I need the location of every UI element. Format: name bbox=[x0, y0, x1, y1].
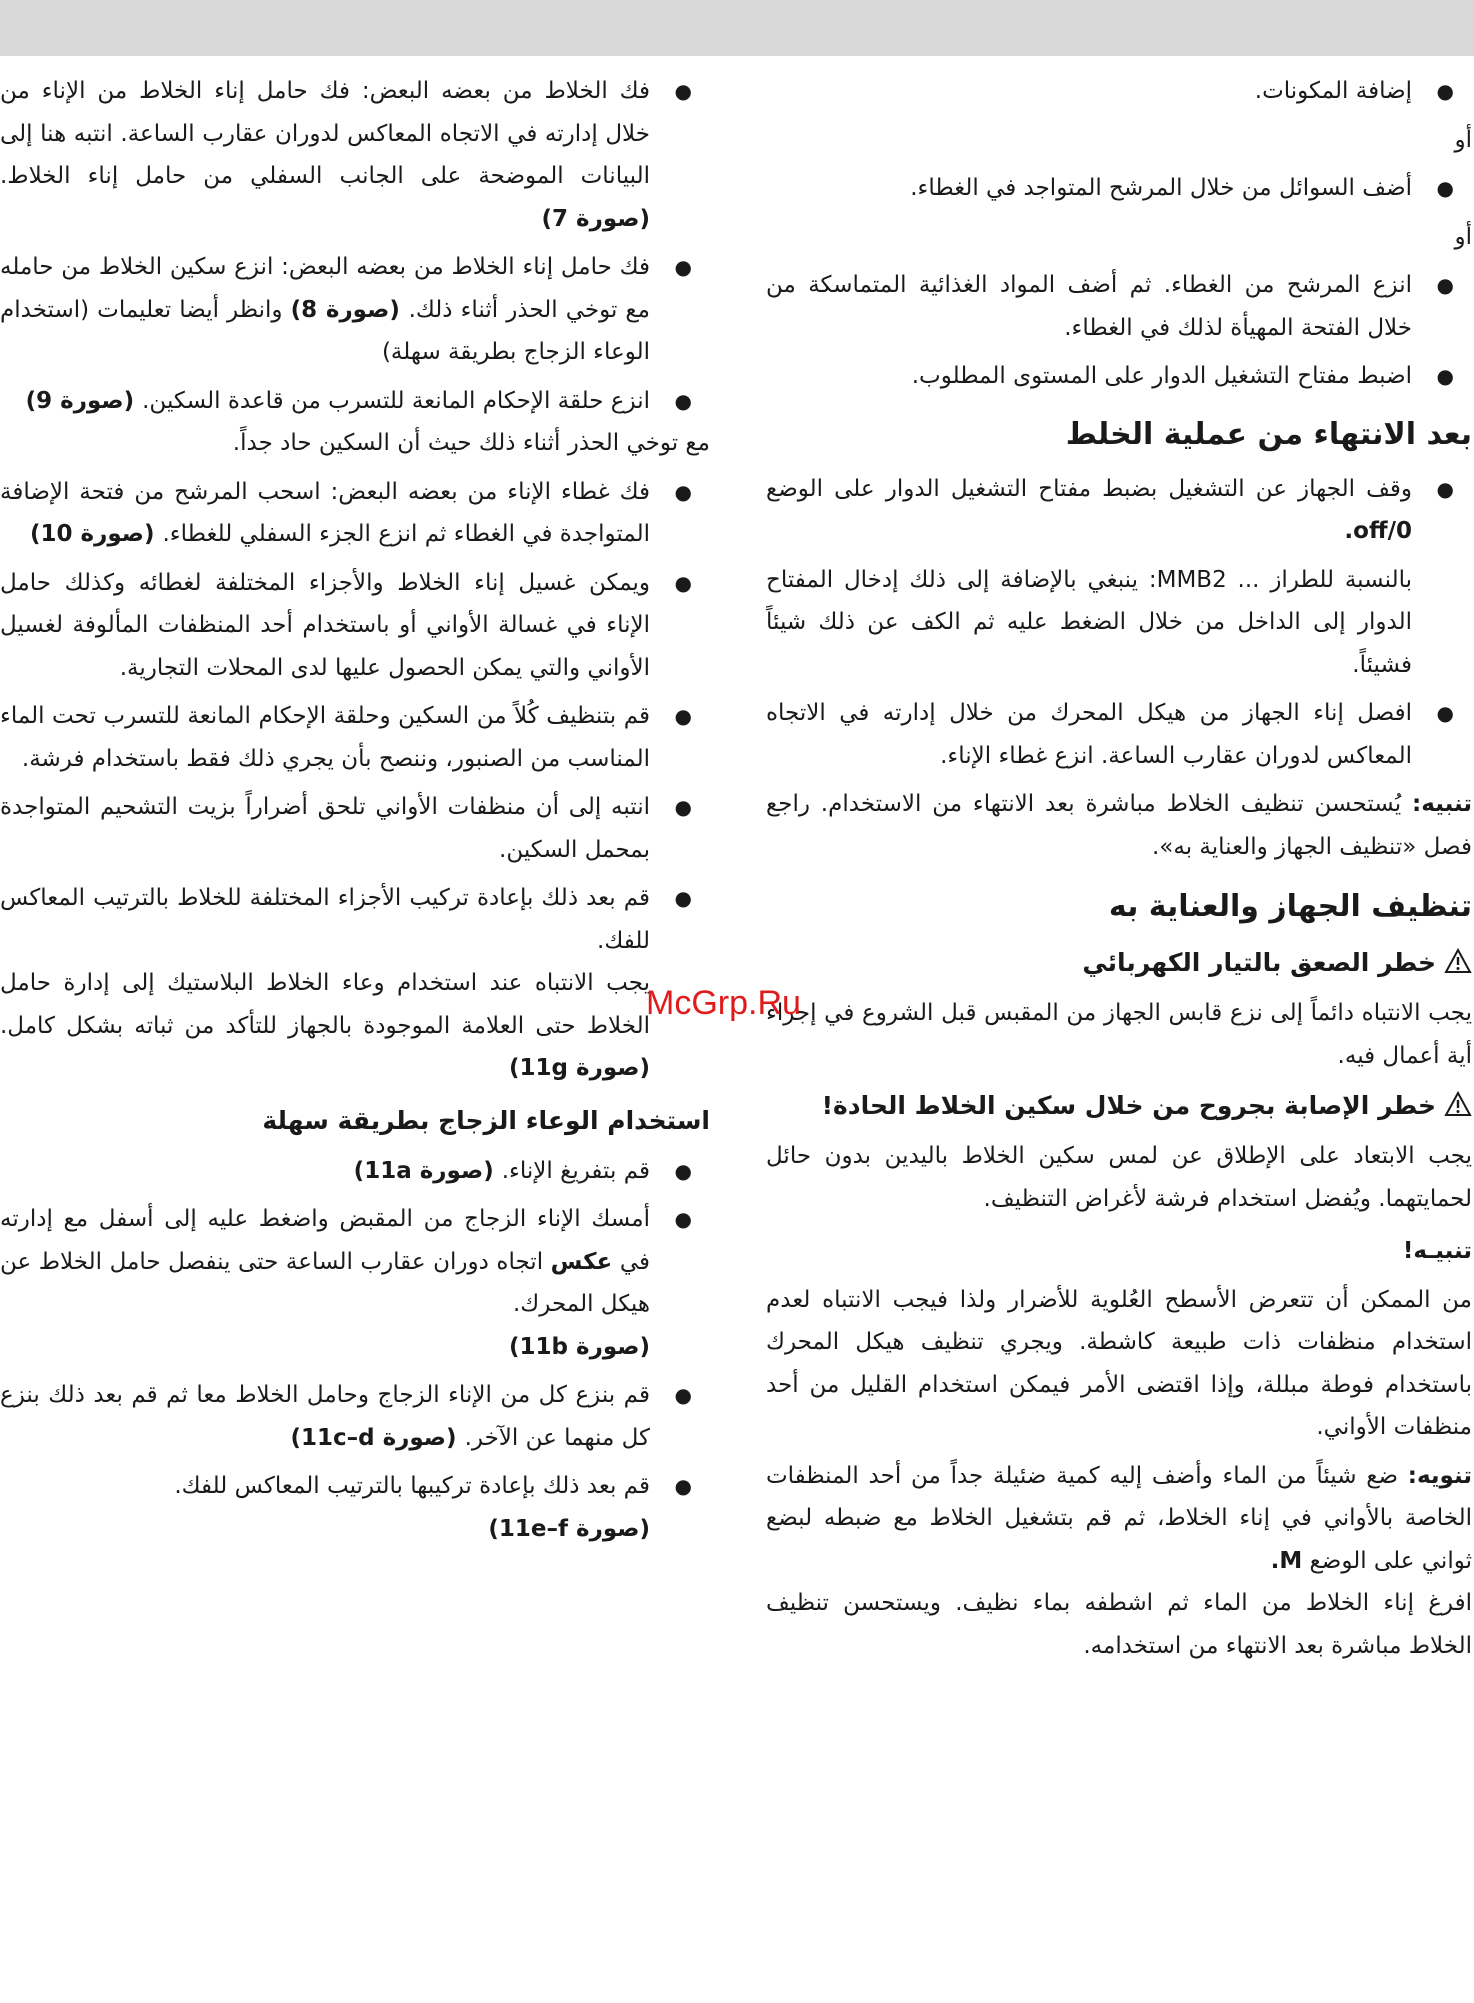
list-item-text: فك حامل إناء الخلاط من بعضه البعض: انزع سكين الخلاط من حامله مع توخي الحذر أثناء ذلك. bbox=[0, 254, 650, 323]
figure-ref: (صورة 11a) bbox=[353, 1157, 502, 1184]
section-heading: استخدام الوعاء الزجاج بطريقة سهلة bbox=[262, 1105, 710, 1135]
list-item-text: فك الخلاط من بعضه البعض: فك حامل إناء الخلاط من الإناء من خلال إدارته في الاتجاه المعاكس لدوران عقارب الساعة. انتبه هنا إلى البيانات الموضحة على الجانب السفلي من حامل إناء الخلاط. bbox=[0, 78, 650, 189]
list-item-text: انزع المرشح من الغطاء. ثم أضف المواد الغذائية المتماسكة من خلال الفتحة المهيأة لذلك في الغطاء. bbox=[766, 272, 1412, 341]
warning-icon bbox=[1444, 948, 1472, 974]
mode-label: off/0. bbox=[1344, 518, 1412, 544]
bullet-icon: ● bbox=[674, 570, 692, 595]
or-text: أو bbox=[1454, 126, 1472, 153]
figure-ref: (صورة 10) bbox=[29, 521, 163, 547]
list-item-text: اضبط مفتاح التشغيل الدوار على المستوى المطلوب. bbox=[911, 363, 1412, 389]
bullet-icon: ● bbox=[674, 255, 692, 279]
paragraph: من الممكن أن تتعرض الأسطح العُلوية للأضرار ولذا فيجب الانتباه لعدم استخدام منظفات ذات طبيعة كاشطة. ويجري تنظيف هيكل المحرك باستخدام فوطة مبللة، وإذا اقتضى الأمر فيمكن استخدام القليل من أحد منظفات الأواني. bbox=[766, 1286, 1472, 1440]
figure-ref: (صورة 11e–f) bbox=[488, 1515, 650, 1542]
bullet-icon: ● bbox=[1436, 476, 1454, 501]
list-item bbox=[0, 786, 710, 871]
tip-text: افرغ إناء الخلاط من الماء ثم اشطفه بماء نظيف. ويستحسن تنظيف الخلاط مباشرة بعد الانتهاء من استخدامه. bbox=[766, 1590, 1472, 1659]
bullet-icon: ● bbox=[674, 704, 692, 728]
list-item bbox=[0, 70, 710, 240]
bullet-icon: ● bbox=[1436, 364, 1454, 388]
list-item bbox=[0, 1465, 710, 1550]
right-column bbox=[766, 70, 1472, 1673]
list-item bbox=[766, 167, 1472, 210]
watermark-text: McGrp.Ru bbox=[646, 984, 801, 1022]
bullet-icon: ● bbox=[1436, 176, 1454, 200]
bullet-icon: ● bbox=[674, 479, 692, 504]
section-heading: تنظيف الجهاز والعناية به bbox=[1108, 889, 1472, 924]
list-item bbox=[0, 877, 710, 1090]
paragraph: بالنسبة للطراز ... MMB2: ينبغي بالإضافة إلى ذلك إدخال المفتاح الدوار إلى الداخل من خلال الضغط عليه ثم الكف عن ذلك شيئاً فشيئاً. bbox=[766, 566, 1412, 678]
list-item-text: وقف الجهاز عن التشغيل بضبط مفتاح التشغيل الدوار على الوضع bbox=[766, 475, 1412, 502]
bullet-icon: ● bbox=[1436, 273, 1454, 297]
bullet-icon: ● bbox=[674, 79, 692, 103]
bullet-icon: ● bbox=[1436, 701, 1454, 725]
bullet-icon: ● bbox=[674, 795, 692, 819]
tip-label: تنويه: bbox=[1407, 1462, 1472, 1489]
list-item bbox=[766, 692, 1472, 777]
bullet-icon: ● bbox=[674, 1383, 692, 1407]
list-item-text: يجب الانتباه عند استخدام وعاء الخلاط البلاستيك إلى إدارة حامل الخلاط حتى العلامة الموجودة بالجهاز للتأكد من ثباته بشكل كامل. bbox=[0, 970, 650, 1039]
list-item bbox=[0, 1198, 710, 1368]
header-band bbox=[0, 0, 1474, 56]
bullet-icon: ● bbox=[674, 1158, 692, 1183]
list-item bbox=[0, 562, 710, 690]
section-heading: بعد الانتهاء من عملية الخلط bbox=[1065, 416, 1472, 452]
figure-ref: (صورة 8) bbox=[290, 296, 409, 323]
bullet-icon: ● bbox=[1436, 79, 1454, 103]
list-item-text: أضف السوائل من خلال المرشح المتواجد في الغطاء. bbox=[910, 175, 1412, 201]
list-item-text: قم بعد ذلك بإعادة تركيب الأجزاء المختلفة للخلاط بالترتيب المعاكس للفك. bbox=[0, 885, 650, 954]
list-item-text: قم بتفريغ الإناء. bbox=[501, 1157, 650, 1184]
list-item-text: قم بنزع كل من الإناء الزجاج وحامل الخلاط معا ثم قم بعد ذلك بنزع كل منهما عن الآخر. bbox=[0, 1382, 650, 1451]
list-item bbox=[0, 695, 710, 780]
list-item-text: انزع حلقة الإحكام المانعة للتسرب من قاعدة السكين. bbox=[142, 387, 650, 414]
figure-ref: (صورة 7) bbox=[541, 205, 650, 232]
note-text: يُستحسن تنظيف الخلاط مباشرة بعد الانتهاء من الاستخدام. راجع فصل «تنظيف الجهاز والعناية به». bbox=[766, 791, 1472, 860]
list-item bbox=[0, 1374, 710, 1459]
figure-ref: (صورة 11g) bbox=[509, 1055, 650, 1081]
warning-heading bbox=[766, 940, 1472, 986]
list-item bbox=[0, 246, 710, 374]
note-paragraph bbox=[766, 783, 1472, 868]
list-item bbox=[766, 468, 1472, 553]
figure-ref: (صورة 11c–d) bbox=[290, 1424, 465, 1451]
list-item bbox=[0, 380, 710, 423]
list-item-text: قم بعد ذلك بإعادة تركيبها بالترتيب المعاكس للفك. bbox=[174, 1473, 650, 1499]
list-item bbox=[766, 355, 1472, 398]
bullet-icon: ● bbox=[674, 1207, 692, 1231]
list-item-text: اتجاه دوران عقارب الساعة حتى ينفصل حامل الخلاط عن هيكل المحرك. bbox=[0, 1248, 650, 1317]
list-item bbox=[766, 70, 1472, 113]
bullet-icon: ● bbox=[674, 1474, 692, 1498]
warning-icon bbox=[1444, 1091, 1472, 1117]
figure-ref: (صورة 11b) bbox=[509, 1333, 650, 1360]
mode-label: M. bbox=[1270, 1547, 1303, 1574]
tip-paragraph bbox=[766, 1455, 1472, 1668]
bullet-icon: ● bbox=[674, 388, 692, 413]
list-item-text: افصل إناء الجهاز من هيكل المحرك من خلال إدارته في الاتجاه المعاكس لدوران عقارب الساعة. انزع غطاء الإناء. bbox=[766, 700, 1412, 769]
note-label: تنبيه: bbox=[1412, 791, 1472, 817]
list-item bbox=[766, 264, 1472, 349]
list-item-text: فك غطاء الإناء من بعضه البعض: اسحب المرشح من فتحة الإضافة المتواجدة في الغطاء ثم انزع الجزء السفلي للغطاء. bbox=[0, 478, 650, 547]
list-item-text: ويمكن غسيل إناء الخلاط والأجزاء المختلفة لغطائه وكذلك حامل الإناء في غسالة الأواني أو باستخدام أحد المنظفات المألوفة لغسيل الأواني والتي يمكن الحصول عليها لدى المحلات التجارية. bbox=[0, 569, 650, 681]
paragraph: يجب الانتباه دائماً إلى نزع قابس الجهاز من المقبس قبل الشروع في إجراء أية أعمال فيه. bbox=[766, 1000, 1472, 1069]
caution-title: تنبيـه! bbox=[1402, 1238, 1472, 1264]
paragraph: مع توخي الحذر أثناء ذلك حيث أن السكين حاد جداً. bbox=[232, 430, 710, 456]
figure-ref: (صورة 9) bbox=[25, 387, 143, 414]
list-item-text: انتبه إلى أن منظفات الأواني تلحق أضراراً بزيت التشحيم المتواجدة بمحمل السكين. bbox=[0, 794, 650, 863]
or-text: أو bbox=[1454, 223, 1472, 250]
list-item bbox=[0, 471, 710, 556]
bullet-icon: ● bbox=[674, 886, 692, 910]
list-item-text: قم بتنظيف كُلاً من السكين وحلقة الإحكام المانعة للتسرب تحت الماء المناسب من الصنبور، وننصح بأن يجري ذلك فقط باستخدام فرشة. bbox=[0, 703, 650, 772]
tip-text: ضع شيئاً من الماء وأضف إليه كمية ضئيلة جداً من أحد المنظفات الخاصة بالأواني في إناء الخلاط، ثم قم بتشغيل الخلاط مع ضبطه لبضع ثواني على الوضع bbox=[766, 1462, 1472, 1574]
paragraph: يجب الابتعاد على الإطلاق عن لمس سكين الخلاط باليدين بدون حائل لحمايتهما. ويُفضل استخدام فرشة لأغراض التنظيف. bbox=[766, 1143, 1472, 1212]
list-item bbox=[0, 1150, 710, 1193]
warning-title: خطر الصعق بالتيار الكهربائي bbox=[1082, 948, 1436, 977]
left-column bbox=[0, 70, 710, 1556]
warning-title: خطر الإصابة بجروح من خلال سكين الخلاط الحادة! bbox=[821, 1091, 1436, 1120]
list-item-text: إضافة المكونات. bbox=[1254, 78, 1412, 104]
emphasis-text: عكس bbox=[550, 1248, 613, 1275]
list-item-text: وانظر أيضا تعليمات (استخدام الوعاء الزجاج بطريقة سهلة) bbox=[0, 296, 650, 365]
warning-heading bbox=[766, 1083, 1472, 1129]
list-item-text: أمسك الإناء الزجاج من المقبض واضغط عليه إلى أسفل مع إدارته في bbox=[0, 1206, 650, 1275]
